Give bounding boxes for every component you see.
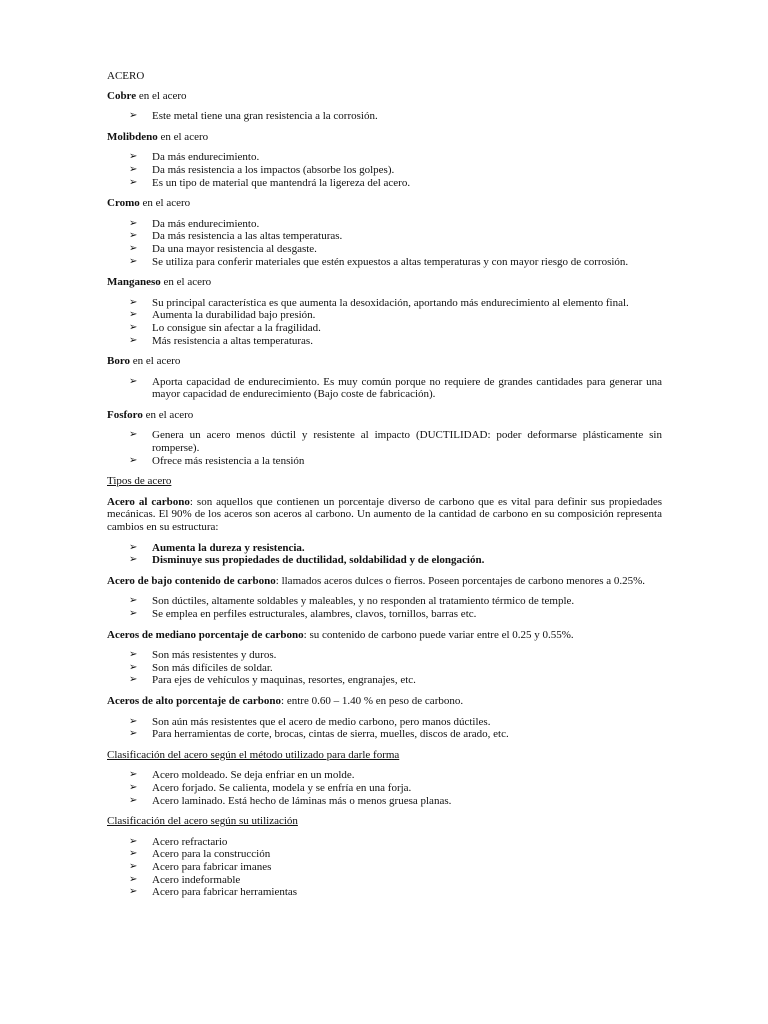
list-item-text: Acero para fabricar imanes <box>152 860 272 873</box>
list-item <box>107 874 662 887</box>
clasificacion-forma-heading: Clasificación del acero según el método utilizado para darle forma <box>107 748 400 761</box>
list-item-text: Son aún más resistentes que el acero de medio carbono, pero manos dúctiles. <box>152 715 491 728</box>
list-item <box>107 595 662 608</box>
element-sections <box>107 90 662 468</box>
section-heading-molibdeno <box>107 131 662 144</box>
list-item-text: Para herramientas de corte, brocas, cintas de sierra, muelles, discos de arado, etc. <box>152 728 509 741</box>
list-item <box>107 782 662 795</box>
arrow-bullet-icon: ➢ <box>129 794 138 806</box>
bajo-carbono-term: Acero de bajo contenido de carbono <box>107 574 276 587</box>
arrow-bullet-icon: ➢ <box>129 334 138 346</box>
bullet-list-molibdeno <box>107 151 662 189</box>
tipos-heading: Tipos de acero <box>107 475 172 488</box>
list-item-text: Más resistencia a altas temperaturas. <box>152 334 313 347</box>
document-page <box>107 70 662 899</box>
list-item <box>107 795 662 808</box>
list-item <box>107 608 662 621</box>
arrow-bullet-icon: ➢ <box>129 886 138 898</box>
list-item <box>107 848 662 861</box>
bullet-list-boro <box>107 376 662 401</box>
alto-carbono-term: Aceros de alto porcentaje de carbono <box>107 694 282 707</box>
arrow-bullet-icon: ➢ <box>129 309 138 321</box>
arrow-bullet-icon: ➢ <box>129 110 138 122</box>
bullet-list-cromo <box>107 218 662 268</box>
list-item <box>107 429 662 454</box>
element-name: Boro <box>107 355 131 368</box>
list-item <box>107 243 662 256</box>
list-item <box>107 177 662 190</box>
list-item-text: Acero para la construcción <box>152 848 271 861</box>
arrow-bullet-icon: ➢ <box>129 541 138 553</box>
list-item-text: Disminuye sus propiedades de ductilidad, soldabilidad y de elongación. <box>152 554 485 567</box>
bullet-list-manganeso <box>107 297 662 347</box>
mediano-carbono-list <box>107 649 662 687</box>
arrow-bullet-icon: ➢ <box>129 217 138 229</box>
section-heading-cobre <box>107 90 662 103</box>
arrow-bullet-icon: ➢ <box>129 554 138 566</box>
arrow-bullet-icon: ➢ <box>129 860 138 872</box>
arrow-bullet-icon: ➢ <box>129 375 138 387</box>
list-item <box>107 376 662 401</box>
arrow-bullet-icon: ➢ <box>129 835 138 847</box>
list-item-text: Su principal característica es que aumenta la desoxidación, aportando más endurecimiento al elemento final. <box>152 296 629 309</box>
list-item-text: Se utiliza para conferir materiales que estén expuestos a altas temperaturas y con mayor riesgo de corrosión. <box>152 255 629 268</box>
alto-carbono-text: : entre 0.60 – 1.40 % en peso de carbono. <box>281 694 464 707</box>
alto-carbono-list <box>107 716 662 741</box>
element-suffix: en el acero <box>157 130 209 143</box>
list-item <box>107 649 662 662</box>
list-item-text: Es un tipo de material que mantendrá la ligereza del acero. <box>152 176 411 189</box>
list-item-text: Son más difíciles de soldar. <box>152 661 273 674</box>
list-item-text: Aporta capacidad de endurecimiento. Es muy común porque no requiere de grandes cantidades para generar una mayor capacidad de endurecimiento (Bajo coste de fabricación). <box>152 375 662 401</box>
element-name: Cobre <box>107 89 137 102</box>
list-item-text: Ofrece más resistencia a la tensión <box>152 454 305 467</box>
list-item <box>107 297 662 310</box>
arrow-bullet-icon: ➢ <box>129 769 138 781</box>
list-item-text: Son más resistentes y duros. <box>152 649 277 662</box>
list-item <box>107 164 662 177</box>
arrow-bullet-icon: ➢ <box>129 242 138 254</box>
element-name: Fosforo <box>107 408 143 421</box>
arrow-bullet-icon: ➢ <box>129 661 138 673</box>
list-item-text: Para ejes de vehículos y maquinas, resortes, engranajes, etc. <box>152 674 416 687</box>
section-heading-cromo <box>107 197 662 210</box>
mediano-carbono-text: : su contenido de carbono puede variar entre el 0.25 y 0.55%. <box>303 628 574 641</box>
list-item-text: Lo consigue sin afectar a la fragilidad. <box>152 321 321 334</box>
list-item <box>107 256 662 269</box>
clasificacion-forma-list <box>107 769 662 807</box>
list-item-text: Acero indeformable <box>152 873 241 886</box>
acero-carbono-term: Acero al carbono <box>107 495 190 508</box>
bullet-list-cobre <box>107 110 662 123</box>
list-item <box>107 151 662 164</box>
bajo-carbono-list <box>107 595 662 620</box>
arrow-bullet-icon: ➢ <box>129 728 138 740</box>
list-item-text: Aumenta la dureza y resistencia. <box>152 541 305 554</box>
element-name: Cromo <box>107 197 140 210</box>
list-item-text: Se emplea en perfiles estructurales, alambres, clavos, tornillos, barras etc. <box>152 608 477 620</box>
acero-carbono-list <box>107 542 662 567</box>
arrow-bullet-icon: ➢ <box>129 595 138 607</box>
list-item <box>107 886 662 899</box>
list-item <box>107 769 662 782</box>
clasificacion-uso-list <box>107 836 662 899</box>
arrow-bullet-icon: ➢ <box>129 163 138 175</box>
list-item <box>107 542 662 555</box>
arrow-bullet-icon: ➢ <box>129 429 138 441</box>
mediano-carbono-term: Aceros de mediano porcentaje de carbono <box>107 628 304 641</box>
arrow-bullet-icon: ➢ <box>129 255 138 267</box>
list-item-text: Da más resistencia a los impactos (absorbe los golpes). <box>152 163 395 176</box>
section-heading-manganeso <box>107 276 662 289</box>
list-item <box>107 335 662 348</box>
arrow-bullet-icon: ➢ <box>129 848 138 860</box>
element-suffix: en el acero <box>130 355 181 368</box>
list-item-text: Acero para fabricar herramientas <box>152 886 298 899</box>
list-item-text: Da una mayor resistencia al desgaste. <box>152 242 317 255</box>
arrow-bullet-icon: ➢ <box>129 781 138 793</box>
list-item-text: Da más endurecimiento. <box>152 151 260 164</box>
list-item <box>107 455 662 468</box>
clasificacion-uso-heading: Clasificación del acero según su utilización <box>107 815 298 828</box>
list-item <box>107 110 662 123</box>
list-item <box>107 728 662 741</box>
list-item <box>107 716 662 729</box>
element-suffix: en el acero <box>160 276 212 289</box>
arrow-bullet-icon: ➢ <box>129 321 138 333</box>
list-item <box>107 836 662 849</box>
list-item <box>107 662 662 675</box>
list-item-text: Acero forjado. Se calienta, modela y se enfría en una forja. <box>152 781 412 794</box>
arrow-bullet-icon: ➢ <box>129 230 138 242</box>
section-heading-fosforo <box>107 409 662 422</box>
list-item <box>107 218 662 231</box>
list-item <box>107 554 662 567</box>
arrow-bullet-icon: ➢ <box>129 873 138 885</box>
list-item <box>107 230 662 243</box>
acero-carbono-text: : son aquellos que contienen un porcentaje diverso de carbono que es vital para definir sus propiedades mecánicas. El 90% de los aceros son aceros al carbono. Un aumento de la cantidad de carbono en su composición representa cambios en su estructura: <box>107 495 663 534</box>
list-item-text: Son dúctiles, altamente soldables y maleables, y no responden al tratamiento térmico de temple. <box>152 595 575 608</box>
arrow-bullet-icon: ➢ <box>129 454 138 466</box>
list-item-text: Genera un acero menos dúctil y resistente al impacto (DUCTILIDAD: poder deformarse plásticamente sin romperse). <box>152 429 662 455</box>
list-item <box>107 861 662 874</box>
element-suffix: en el acero <box>142 408 194 421</box>
list-item <box>107 674 662 687</box>
section-heading-boro <box>107 355 662 368</box>
bajo-carbono-text: : llamados aceros dulces o fierros. Poseen porcentajes de carbono menores a 0.25%. <box>275 574 646 587</box>
mediano-carbono-paragraph <box>107 629 662 642</box>
element-name: Manganeso <box>107 276 161 289</box>
arrow-bullet-icon: ➢ <box>129 674 138 686</box>
element-suffix: en el acero <box>139 197 191 210</box>
list-item <box>107 322 662 335</box>
arrow-bullet-icon: ➢ <box>129 176 138 188</box>
list-item-text: Aumenta la durabilidad bajo presión. <box>152 309 316 322</box>
bajo-carbono-paragraph <box>107 575 662 588</box>
bullet-list-fosforo <box>107 429 662 467</box>
arrow-bullet-icon: ➢ <box>129 649 138 661</box>
list-item-text: Acero moldeado. Se deja enfriar en un molde. <box>152 769 355 782</box>
list-item-text: Este metal tiene una gran resistencia a la corrosión. <box>152 110 378 123</box>
element-name: Molibdeno <box>107 130 158 143</box>
arrow-bullet-icon: ➢ <box>129 296 138 308</box>
list-item-text: Acero refractario <box>152 835 228 848</box>
arrow-bullet-icon: ➢ <box>129 151 138 163</box>
element-suffix: en el acero <box>136 89 187 102</box>
list-item-text: Da más endurecimiento. <box>152 217 260 230</box>
alto-carbono-paragraph <box>107 695 662 708</box>
arrow-bullet-icon: ➢ <box>129 608 138 619</box>
arrow-bullet-icon: ➢ <box>129 715 138 727</box>
list-item <box>107 309 662 322</box>
list-item-text: Acero laminado. Está hecho de láminas más o menos gruesa planas. <box>152 794 452 807</box>
acero-carbono-paragraph <box>107 496 662 534</box>
list-item-text: Da más resistencia a las altas temperaturas. <box>152 230 343 243</box>
document-title: ACERO <box>107 70 145 82</box>
